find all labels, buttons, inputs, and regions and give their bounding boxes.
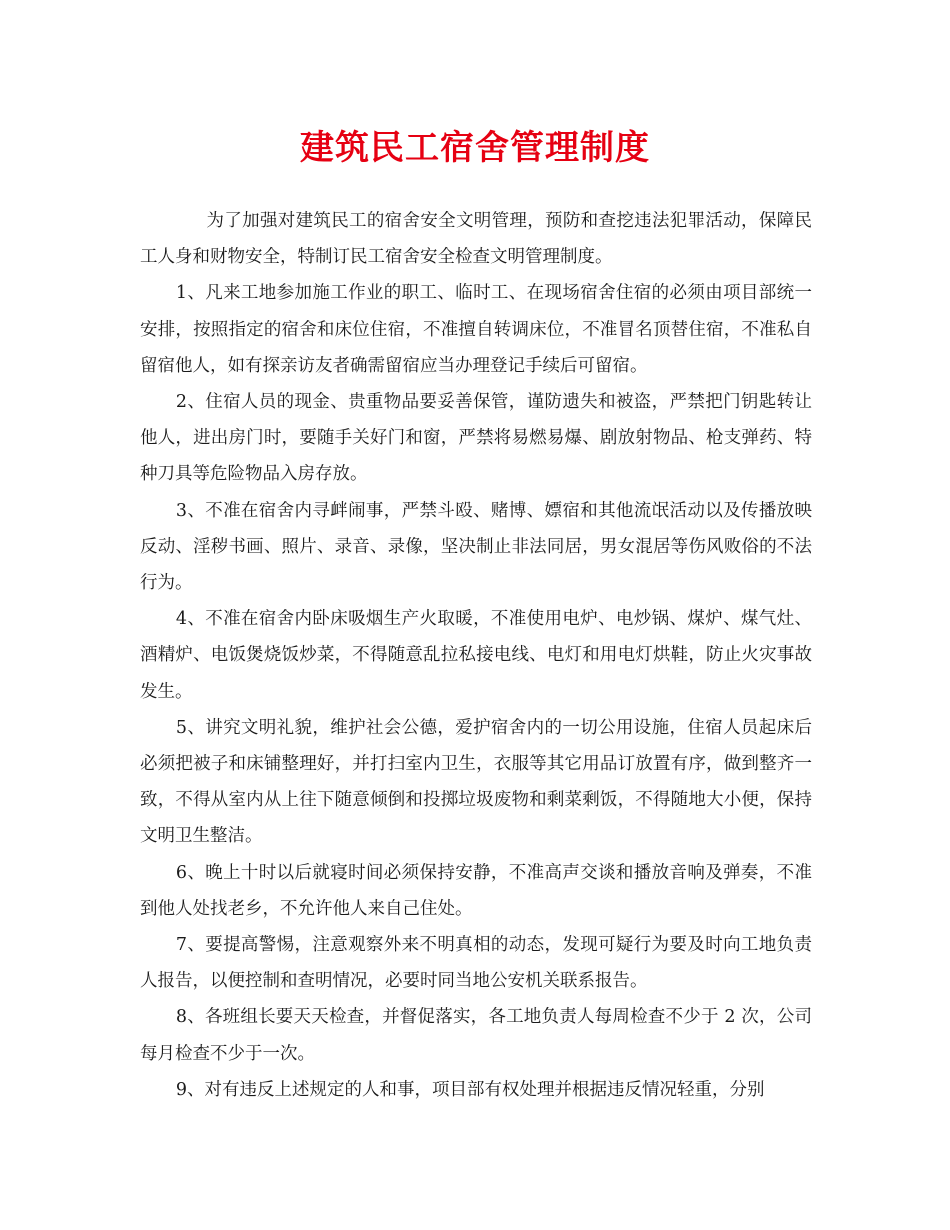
rule-paragraph-2: 2、住宿人员的现金、贵重物品要妥善保管，谨防遗失和被盗，严禁把门钥匙转让他人，进出房门时，要随手关好门和窗，严禁将易燃易爆、剧放射物品、枪支弹药、特种刀具等危险物品入房存放。 [140, 392, 812, 485]
rule-paragraph-9: 9、对有违反上述规定的人和事，项目部有权处理并根据违反情况轻重，分别 [175, 1079, 765, 1100]
rule-paragraph-7: 7、要提高警惕，注意观察外来不明真相的动态，发现可疑行为要及时向工地负责人报告，以便控制和查明情况，必要时同当地公安机关联系报告。 [140, 935, 812, 992]
rule-paragraph-6: 6、晚上十时以后就寝时间必须保持安静，不准高声交谈和播放音响及弹奏，不准到他人处找老乡，不允许他人来自己住处。 [140, 862, 812, 919]
document-body [140, 203, 812, 1108]
rule-paragraph-5: 5、讲究文明礼貌，维护社会公德，爱护宿舍内的一切公用设施，住宿人员起床后必须把被子和床铺整理好，并打扫室内卫生，衣服等其它用品订放置有序，做到整齐一致，不得从室内从上往下随意倾倒和投掷垃圾废物和剩菜剩饭，不得随地大小便，保持文明卫生整洁。 [140, 717, 812, 847]
rule-paragraph-4: 4、不准在宿舍内卧床吸烟生产火取暖，不准使用电炉、电炒锅、煤炉、煤气灶、酒精炉、电饭煲烧饭炒菜，不得随意乱拉私接电线、电灯和用电灯烘鞋，防止火灾事故发生。 [140, 609, 812, 702]
document-title: 建筑民工宿舍管理制度 [300, 128, 650, 168]
rule-paragraph-1: 1、凡来工地参加施工作业的职工、临时工、在现场宿舍住宿的必须由项目部统一安排，按照指定的宿舍和床位住宿，不准擅自转调床位，不准冒名顶替住宿，不准私自留宿他人，如有探亲访友者确需留宿应当办理登记手续后可留宿。 [140, 283, 812, 376]
rule-paragraph-8: 8、各班组长要天天检查，并督促落实，各工地负责人每周检查不少于 2 次，公司每月检查不少于一次。 [140, 1007, 812, 1064]
rule-paragraph-3: 3、不准在宿舍内寻衅闹事，严禁斗殴、赌博、嫖宿和其他流氓活动以及传播放映反动、淫秽书画、照片、录音、录像，坚决制止非法同居，男女混居等伤风败俗的不法行为。 [140, 500, 812, 594]
intro-paragraph: 为了加强对建筑民工的宿舍安全文明管理，预防和查挖违法犯罪活动，保障民工人身和财物安全，特制订民工宿舍安全检查文明管理制度。 [140, 211, 812, 268]
